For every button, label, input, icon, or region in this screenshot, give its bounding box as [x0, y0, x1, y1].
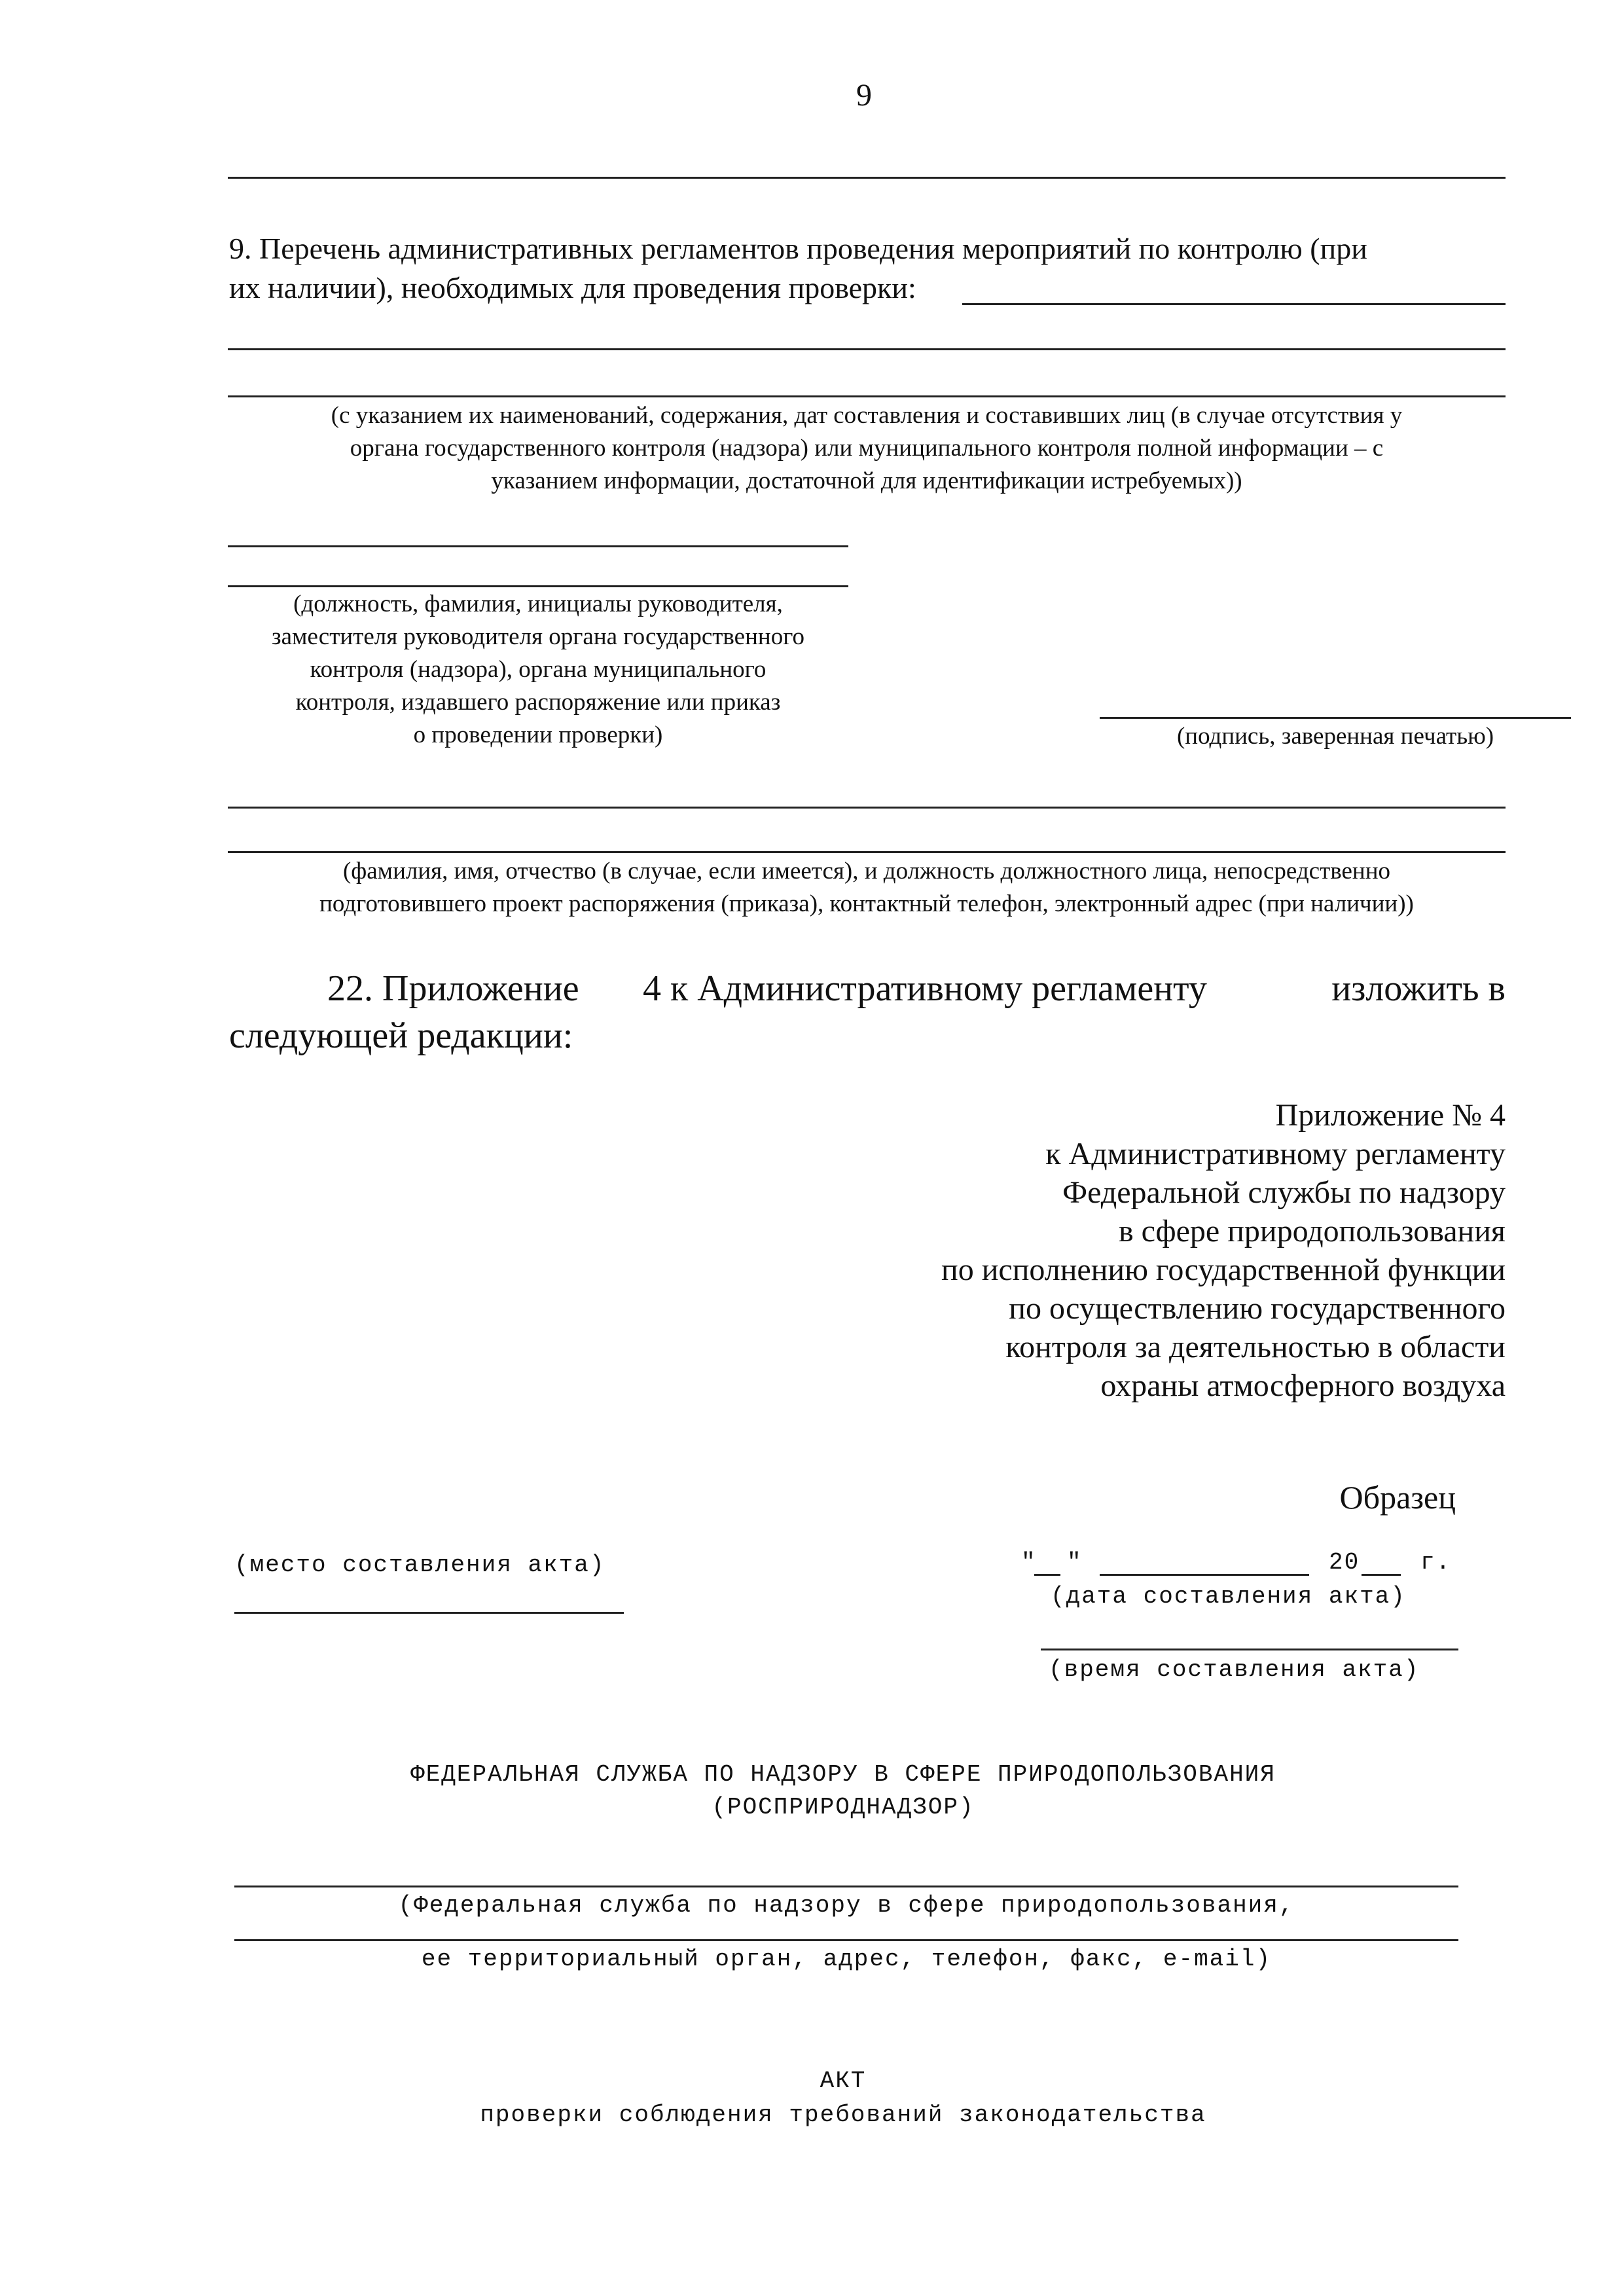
signature-line: [1100, 717, 1571, 719]
item22-part1: 22. Приложение: [327, 968, 579, 1009]
agency-name: ФЕДЕРАЛЬНАЯ СЛУЖБА ПО НАДЗОРУ В СФЕРЕ ПРИРОДОПОЛЬЗОВАНИЯ: [410, 1761, 1276, 1788]
official-caption-line2: заместителя руководителя органа государственного: [272, 623, 804, 650]
appendix-line3: Федеральной службы по надзору: [1062, 1175, 1506, 1210]
appendix-line2: к Административному регламенту: [1045, 1137, 1506, 1171]
time-line: [1041, 1649, 1458, 1650]
item22-line1: [229, 965, 1506, 1012]
preparer-caption-line1: (фамилия, имя, отчество (в случае, если имеется), и должность должностного лица, непосредственно: [342, 858, 1391, 884]
time-label: (время составления акта): [1049, 1656, 1420, 1683]
appendix-line6: по осуществлению государственного: [1009, 1291, 1506, 1326]
agency-fill-line-2: [234, 1939, 1458, 1941]
section9-caption-line3: указанием информации, достаточной для идентификации истребуемых)): [491, 467, 1242, 494]
official-caption: [228, 588, 848, 752]
date-month-line: [1100, 1574, 1309, 1576]
date-year-suffix: г.: [1420, 1549, 1452, 1576]
date-quote-open: ": [1021, 1549, 1037, 1576]
agency-caption-2: ее территориальный орган, адрес, телефон, факс, e-mail): [421, 1946, 1272, 1973]
page-number: 9: [856, 78, 872, 113]
section9-caption-line2: органа государственного контроля (надзора) или муниципального контроля полной информации – с: [350, 435, 1384, 462]
place-label: (место составления акта): [234, 1552, 605, 1578]
appendix-header: [785, 1096, 1506, 1405]
place-line: [234, 1612, 624, 1614]
agency-abbrev: (РОСПРИРОДНАДЗОР): [712, 1794, 975, 1821]
fill-line-preparer-2: [228, 851, 1506, 853]
date-label: (дата составления акта): [1051, 1583, 1406, 1610]
item22-part2: 4 к Административному регламенту: [643, 968, 1207, 1009]
fill-line-section9: [962, 303, 1506, 305]
section9-line1: 9. Перечень административных регламентов проведения мероприятий по контролю (при: [229, 232, 1367, 265]
section9-caption-line1: (с указанием их наименований, содержания, дат составления и составивших лиц (в случае отсутствия у: [331, 402, 1403, 429]
sample-label: Образец: [1339, 1479, 1456, 1516]
fill-line-official-2: [228, 585, 848, 587]
preparer-caption: [228, 855, 1506, 920]
section9-caption: [228, 399, 1506, 498]
official-caption-line5: о проведении проверки): [413, 721, 663, 748]
appendix-line4: в сфере природопользования: [1118, 1214, 1506, 1248]
date-year-line: [1362, 1574, 1401, 1576]
official-caption-line4: контроля, издавшего распоряжение или приказ: [295, 689, 781, 716]
section9-line2: их наличии), необходимых для проведения проверки:: [229, 271, 916, 304]
fill-line-official-1: [228, 545, 848, 547]
item22-part3: изложить в: [1331, 968, 1506, 1009]
agency-fill-line-1: [234, 1886, 1458, 1887]
date-day-line: [1034, 1574, 1060, 1576]
appendix-line1: Приложение № 4: [1275, 1098, 1506, 1133]
date-year-prefix: 20: [1329, 1549, 1360, 1576]
appendix-line8: охраны атмосферного воздуха: [1100, 1368, 1506, 1403]
official-caption-line1: (должность, фамилия, инициалы руководителя,: [293, 591, 783, 617]
item22-paragraph: [229, 965, 1506, 1059]
signature-caption: (подпись, заверенная печатью): [1176, 723, 1494, 750]
agency-caption-1: (Федеральная служба по надзору в сфере природопользования,: [398, 1892, 1295, 1919]
section9-paragraph: [229, 229, 1506, 308]
rule-top: [228, 177, 1506, 179]
act-title: АКТ: [820, 2068, 867, 2094]
appendix-line5: по исполнению государственной функции: [941, 1252, 1506, 1287]
date-quote-close: ": [1067, 1549, 1083, 1576]
item22-line2: следующей редакции:: [229, 1015, 573, 1056]
fill-line-preparer-1: [228, 807, 1506, 809]
preparer-caption-line2: подготовившего проект распоряжения (приказа), контактный телефон, электронный адрес (при наличии)): [319, 890, 1414, 917]
appendix-line7: контроля за деятельностью в области: [1005, 1330, 1506, 1364]
act-subtitle: проверки соблюдения требований законодательства: [480, 2102, 1206, 2128]
official-caption-line3: контроля (надзора), органа муниципального: [310, 656, 767, 683]
fill-line-2: [228, 348, 1506, 350]
fill-line-3: [228, 395, 1506, 397]
